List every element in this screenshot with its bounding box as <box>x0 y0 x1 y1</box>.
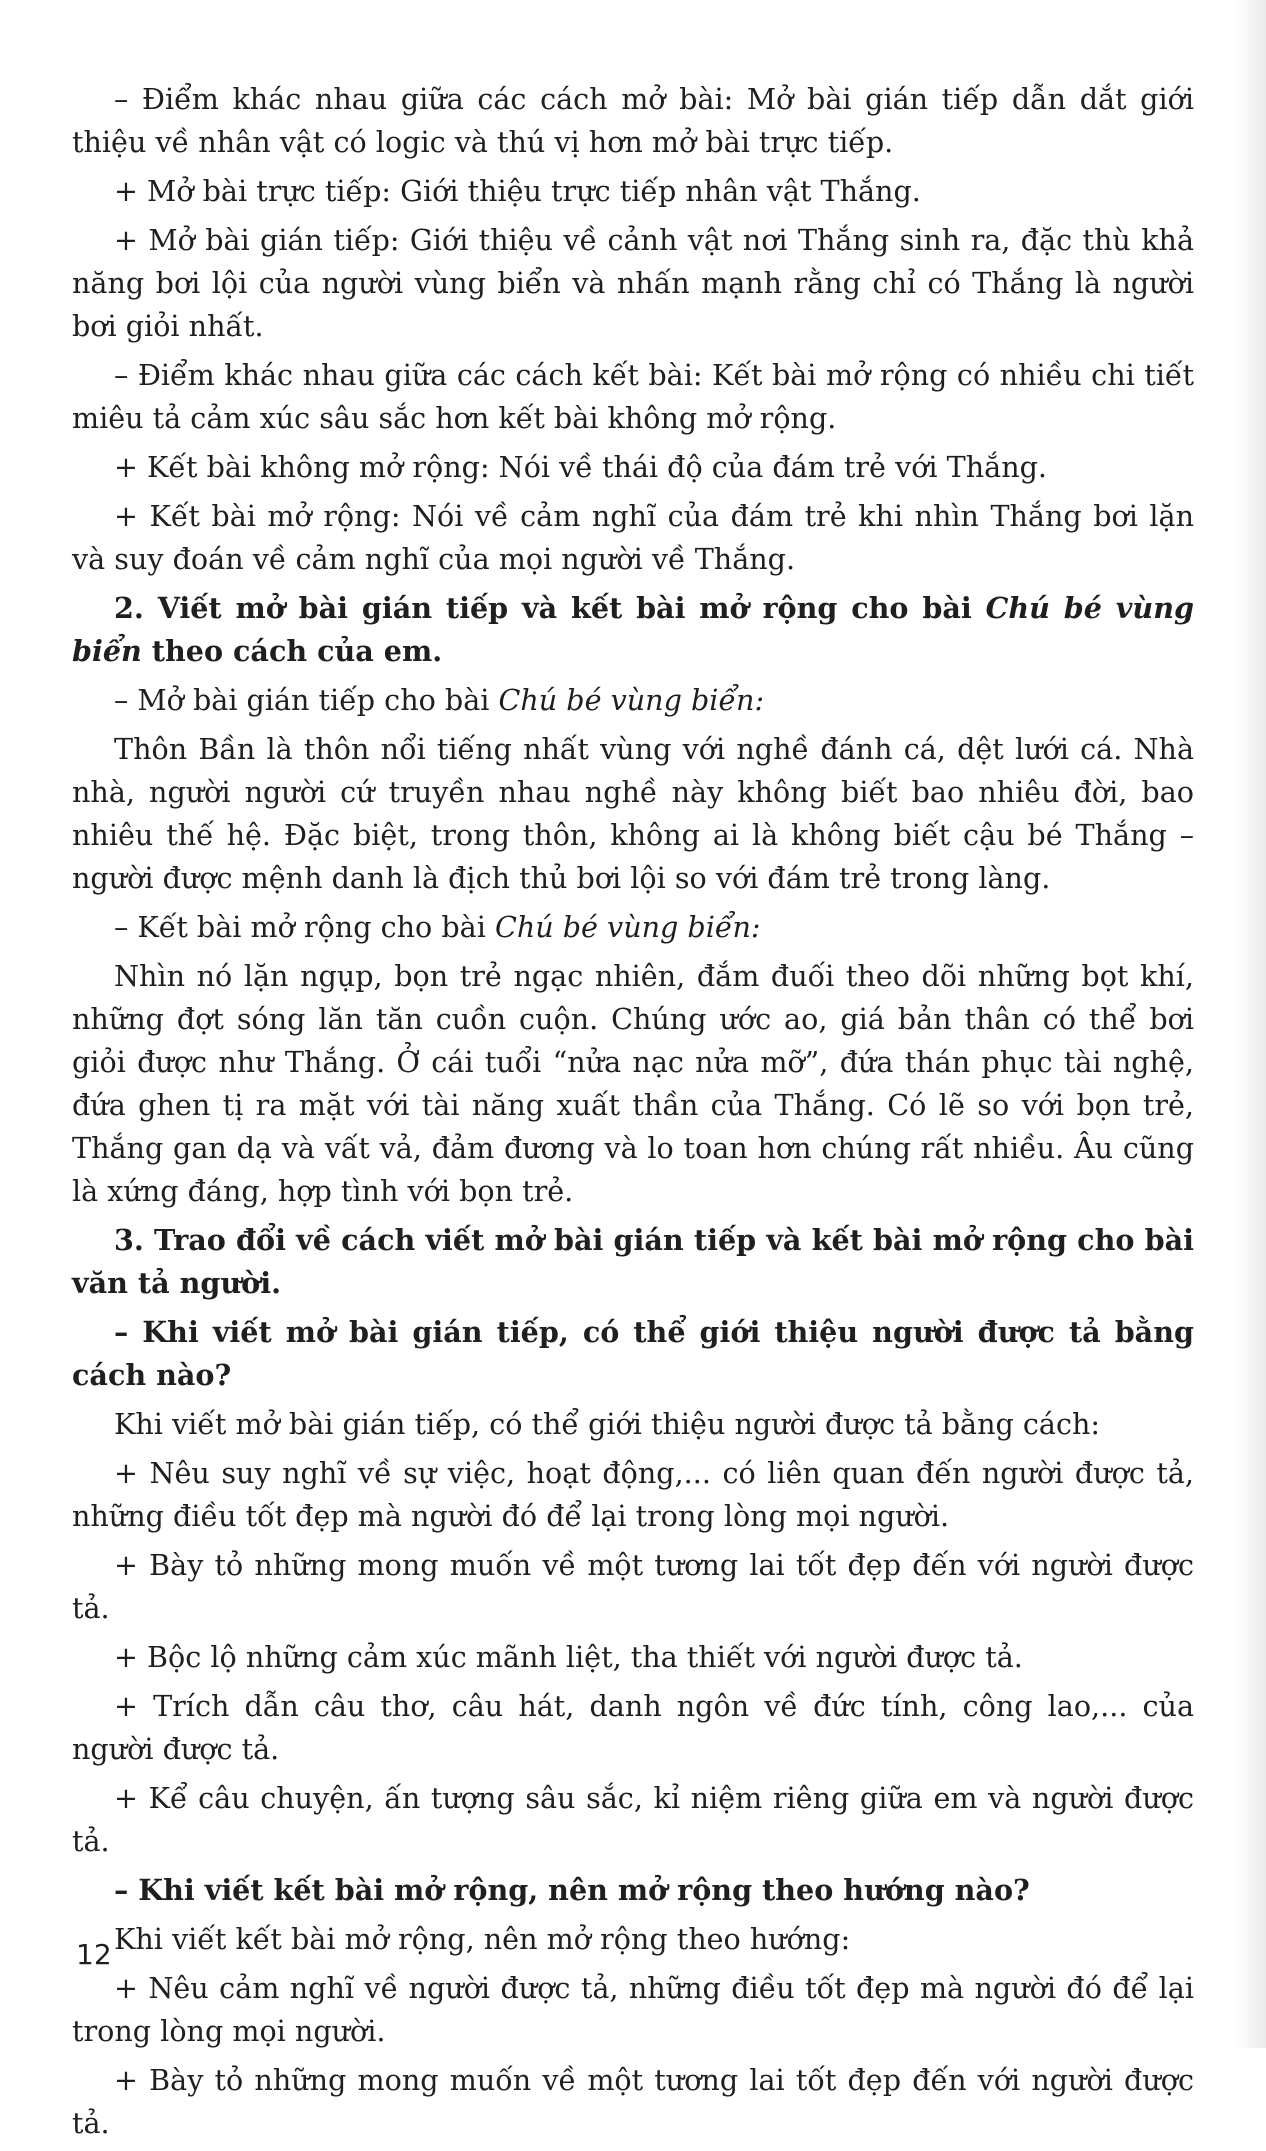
section-2-heading <box>72 587 1194 673</box>
page-body <box>72 78 1194 2151</box>
page-edge-shadow <box>1236 0 1266 2048</box>
paragraph-22: + Bày tỏ những mong muốn về một tương lai tốt đẹp đến với người được tả. <box>72 2063 1194 2140</box>
paragraph-13: Khi viết mở bài gián tiếp, có thể giới thiệu người được tả bằng cách: <box>114 1407 1101 1441</box>
paragraph-2: + Mở bài gián tiếp: Giới thiệu về cảnh vật nơi Thắng sinh ra, đặc thù khả năng bơi lội của người vùng biển và nhấn mạnh rằng chỉ có Thắng là người bơi giỏi nhất. <box>72 223 1194 343</box>
page-number: 12 <box>76 1938 112 1971</box>
question-2-heading: – Khi viết kết bài mở rộng, nên mở rộng theo hướng nào? <box>114 1873 1030 1907</box>
heading-text: 2. Viết mở bài gián tiếp và kết bài mở rộng cho bài <box>114 591 986 625</box>
paragraph-10: Nhìn nó lặn ngụp, bọn trẻ ngạc nhiên, đắm đuối theo dõi những bọt khí, những đợt sóng lăn tăn cuồn cuộn. Chúng ước ao, giá bản thân có thể bơi giỏi được như Thắng. Ở cái tuổi “nửa nạc nửa mỡ”, đứa thán phục tài nghệ, đứa ghen tị ra mặt với tài năng xuất thần của Thắng. Có lẽ so với bọn trẻ, Thắng gan dạ và vất vả, đảm đương và lo toan hơn chúng rất nhiều. Âu cũng là xứng đáng, hợp tình với bọn trẻ. <box>72 959 1194 1208</box>
heading-text-end: theo cách của em. <box>141 634 443 668</box>
heading-title-italic: Chú bé vùng biển <box>72 591 1194 668</box>
label-text: – Mở bài gián tiếp cho bài <box>114 683 499 717</box>
paragraph-0: – Điểm khác nhau giữa các cách mở bài: Mở bài gián tiếp dẫn dắt giới thiệu về nhân vật có logic và thú vị hơn mở bài trực tiếp. <box>72 82 1194 159</box>
paragraph-7 <box>72 679 1194 722</box>
paragraph-3: – Điểm khác nhau giữa các cách kết bài: Kết bài mở rộng có nhiều chi tiết miêu tả cảm xúc sâu sắc hơn kết bài không mở rộng. <box>72 358 1194 435</box>
paragraph-8: Thôn Bần là thôn nổi tiếng nhất vùng với nghề đánh cá, dệt lưới cá. Nhà nhà, người người cứ truyền nhau nghề này không biết bao nhiêu đời, bao nhiêu thế hệ. Đặc biệt, trong thôn, không ai là không biết cậu bé Thắng – người được mệnh danh là địch thủ bơi lội so với đám trẻ trong làng. <box>72 732 1194 895</box>
paragraph-17: + Trích dẫn câu thơ, câu hát, danh ngôn về đức tính, công lao,... của người được tả. <box>72 1689 1194 1766</box>
section-3-heading: 3. Trao đổi về cách viết mở bài gián tiếp và kết bài mở rộng cho bài văn tả người. <box>72 1223 1194 1300</box>
paragraph-4: + Kết bài không mở rộng: Nói về thái độ của đám trẻ với Thắng. <box>114 450 1048 484</box>
paragraph-9 <box>72 906 1194 949</box>
label-title-italic: Chú bé vùng biển: <box>494 910 761 944</box>
paragraph-20: Khi viết kết bài mở rộng, nên mở rộng theo hướng: <box>114 1922 851 1956</box>
paragraph-14: + Nêu suy nghĩ về sự việc, hoạt động,... có liên quan đến người được tả, những điều tốt đẹp mà người đó để lại trong lòng mọi người. <box>72 1456 1194 1533</box>
paragraph-16: + Bộc lộ những cảm xúc mãnh liệt, tha thiết với người được tả. <box>114 1640 1023 1674</box>
paragraph-21: + Nêu cảm nghĩ về người được tả, những điều tốt đẹp mà người đó để lại trong lòng mọi người. <box>72 1971 1194 2048</box>
label-title-italic: Chú bé vùng biển: <box>498 683 765 717</box>
paragraph-18: + Kể câu chuyện, ấn tượng sâu sắc, kỉ niệm riêng giữa em và người được tả. <box>72 1781 1194 1858</box>
paragraph-1: + Mở bài trực tiếp: Giới thiệu trực tiếp nhân vật Thắng. <box>114 174 921 208</box>
label-text: – Kết bài mở rộng cho bài <box>114 910 495 944</box>
paragraph-15: + Bày tỏ những mong muốn về một tương lai tốt đẹp đến với người được tả. <box>72 1548 1194 1625</box>
question-1-heading: – Khi viết mở bài gián tiếp, có thể giới thiệu người được tả bằng cách nào? <box>72 1315 1194 1392</box>
paragraph-5: + Kết bài mở rộng: Nói về cảm nghĩ của đám trẻ khi nhìn Thắng bơi lặn và suy đoán về cảm nghĩ của mọi người về Thắng. <box>72 499 1194 576</box>
